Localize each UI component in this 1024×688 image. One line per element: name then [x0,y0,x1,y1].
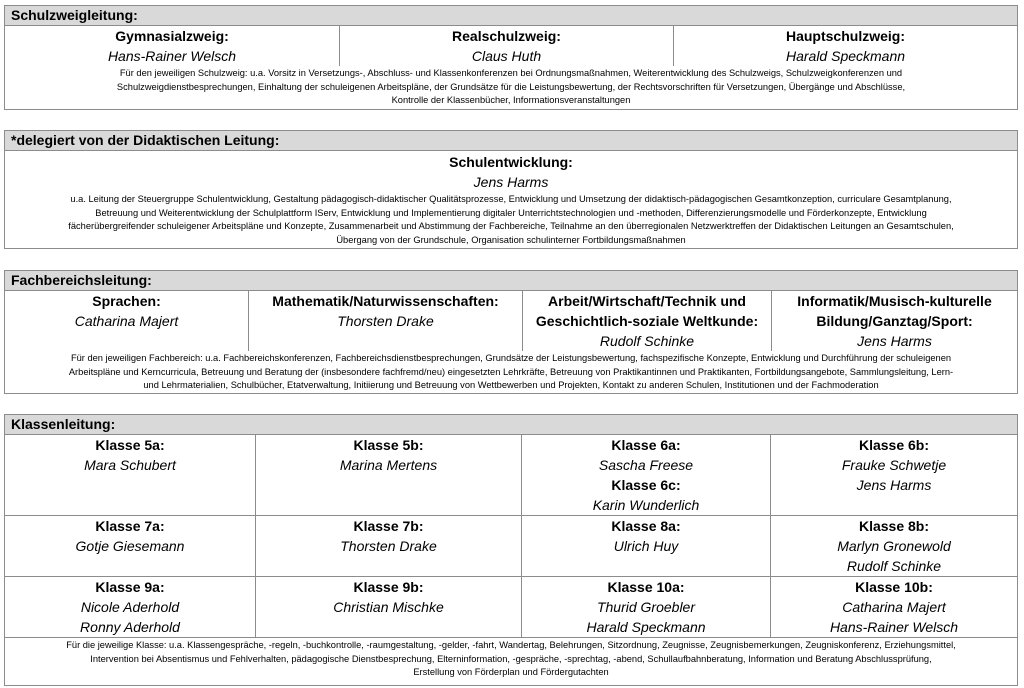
section-fachbereichsleitung [4,270,1018,394]
klassenleitung-name: Mara Schubert [84,457,176,473]
klassen-grid [5,435,1017,637]
klasse-title: Klasse 6a: [611,437,681,453]
klassen-cell [255,516,521,576]
klasse-title: Klasse 10a: [607,579,685,595]
klassen-cell [521,516,770,576]
section-description: u.a. Leitung der Steuergruppe Schulentwicklung, Gestaltung pädagogisch-didaktischer Qualitätsprozesse, Entwicklung und Umsetzung der didaktisch-pädagogischen Gesamtkonzeption, curriculare Gesamtplanung, Betreuung und Weiterentwicklung der Schulplattform IServ, Entwicklung und Implementierung digitaler Unterrichtstechnologien und -methoden, Differenzierungsmodelle und Förderkonzepte, Entwicklung fächerübergreifender schuleigener Arbeitspläne und Konzepte, Zusammenarbeit und Abstimmung der Fachbereiche, Teilnahme an den überregionalen Netzwerktreffen der Didaktischen Leitungen an Gesamtschulen, Übergang von der Grundschule, Organisation schulinterner Fortbildungsmaßnahmen [68,194,954,245]
cell-title: Arbeit/Wirtschaft/Technik und [548,293,746,309]
klassenleitung-name: Jens Harms [856,477,932,493]
klasse-title: Klasse 5a: [95,437,165,453]
cell-name: Jens Harms [473,174,549,190]
cell-name: Claus Huth [471,48,542,64]
klassenleitung-name: Thorsten Drake [340,538,437,554]
section-schulzweigleitung [4,5,1018,110]
klassenleitung-name: Christian Mischke [333,599,444,615]
section-heading: Fachbereichsleitung: [5,271,1017,291]
fachbereich-mathematik [248,291,522,351]
klassen-cell [770,516,1017,576]
klassenleitung-name: Frauke Schwetje [841,457,947,473]
klassen-cell [5,435,255,515]
schulzweig-row [5,26,1017,66]
klassenleitung-name: Nicole Aderhold [80,599,180,615]
section-description: Für die jeweilige Klasse: u.a. Klassengespräche, -regeln, -buchkontrolle, -raumgestaltung, -gelder, -fahrt, Wandertag, Belehrungen, Sitzordnung, Zeugnisse, Zeugnisbemerkungen, Zeugniskonferenz, Erziehungsmittel, Intervention bei Absentismus und Fehlverhalten, pädagogische Dienstbesprechung, Elterninformation, -gespräche, -sprechtag, -abend, Schullaufbahnberatung, Information und Beratung Abschlussprüfung, Erstellung von Förderplan und Fördergutachten [5,637,1017,682]
klassenleitung-name: Marina Mertens [339,457,438,473]
fachbereich-sprachen [5,291,248,351]
section-description: Für den jeweiligen Schulzweig: u.a. Vorsitz in Versetzungs-, Abschluss- und Klassenkonferenzen bei Ordnungsmaßnahmen, Weiterentwicklung des Schulzweigs, Schulzweigkonferenzen und Schulzweigdienstbesprechungen, Einhaltung der schuleigenen Arbeitspläne, der Grundsätze für die Leistungsbewertung, der Rechtsvorschriften für Versetzungen, Übergänge und Abschlüsse, Kontrolle der Klassenbücher, Informationsveranstaltungen [116,68,906,105]
klasse-title: Klasse 8a: [611,518,681,534]
cell-title: Realschulzweig: [452,28,561,44]
klasse-title: Klasse 6b: [858,437,930,453]
klassenleitung-name: Thurid Groebler [596,599,696,615]
klassen-row [5,435,1017,515]
klassen-row [5,576,1017,637]
cell-title: Sprachen: [92,293,161,309]
klassenleitung-name: Catharina Majert [842,599,946,615]
fachbereich-arbeit-wirtschaft [522,291,771,351]
klassenleitung-name: Hans-Rainer Welsch [829,619,959,635]
klassen-cell [5,577,255,637]
klassenleitung-name: Marlyn Gronewold [837,538,951,554]
klassen-cell [770,577,1017,637]
klassen-cell [770,435,1017,515]
cell-name: Hans-Rainer Welsch [107,48,237,64]
klasse-title: Klasse 7a: [95,518,165,534]
klassenleitung-name: Rudolf Schinke [846,558,942,574]
klasse-title: Klasse 7b: [353,518,424,534]
klassenleitung-name: Ulrich Huy [613,538,679,554]
cell-name: Jens Harms [857,333,932,349]
cell-title: Mathematik/Naturwissenschaften: [272,293,499,309]
klassen-cell [5,516,255,576]
klassen-cell [521,435,770,515]
klasse-title: Klasse 6c: [611,477,681,493]
cell-title: Informatik/Musisch-kulturelle [797,293,992,309]
klassen-row [5,515,1017,576]
klassen-cell [255,577,521,637]
section-description: Für den jeweiligen Fachbereich: u.a. Fachbereichskonferenzen, Fachbereichsdienstbesprechungen, Grundsätze der Leistungsbewertung, fachspezifische Konzepte, Entwicklung und Durchführung der schuleigenen Arbeitspläne und Kerncurricula, Betreuung und Beratung der (insbesondere fachfremd/neu) eingesetzten Lehrkräfte, Betreuung von Praktikantinnen und Praktikanten, Fortbildungsangebote, Sammlungsleitung, Lern- und Lehrmaterialien, Schulbücher, Etatverwaltung, Initiierung und Betreuung von Wettbewerben und Projekten, Kontakt zu anderen Schulen, Institutionen und der Fachmoderation [68,353,954,390]
klasse-title: Klasse 5b: [353,437,424,453]
section-heading: *delegiert von der Didaktischen Leitung: [5,131,1017,151]
cell-title-line2: Geschichtlich-soziale Weltkunde: [535,313,759,329]
section-heading: Klassenleitung: [5,415,1017,435]
fachbereich-row [5,291,1017,351]
schulzweig-gymnasial [5,26,339,66]
klassen-cell [255,435,521,515]
cell-name: Thorsten Drake [337,313,434,329]
schulzweig-hauptschul [673,26,1017,66]
cell-title: Gymnasialzweig: [115,28,229,44]
cell-title: Hauptschulzweig: [785,28,905,44]
klasse-title: Klasse 8b: [858,518,930,534]
klasse-title: Klasse 10b: [855,579,933,595]
schulzweig-realschul [339,26,673,66]
schulentwicklung-cell [5,151,1017,192]
klassenleitung-name: Ronny Aderhold [80,619,180,635]
section-didaktische-leitung [4,130,1018,249]
klassen-cell [521,577,770,637]
cell-name: Rudolf Schinke [599,333,695,349]
section-klassenleitung [4,414,1018,686]
cell-name: Catharina Majert [74,313,179,329]
fachbereich-informatik [771,291,1017,351]
klasse-title: Klasse 9b: [353,579,424,595]
cell-title: Schulentwicklung: [449,154,573,170]
klassenleitung-name: Karin Wunderlich [592,497,700,513]
klassenleitung-name: Gotje Giesemann [75,538,185,554]
klasse-title: Klasse 9a: [95,579,165,595]
section-heading: Schulzweigleitung: [5,6,1017,26]
klassenleitung-name: Sascha Freese [598,457,694,473]
klassenleitung-name: Harald Speckmann [586,619,706,635]
cell-title-line2: Bildung/Ganztag/Sport: [816,313,973,329]
cell-name: Harald Speckmann [785,48,906,64]
